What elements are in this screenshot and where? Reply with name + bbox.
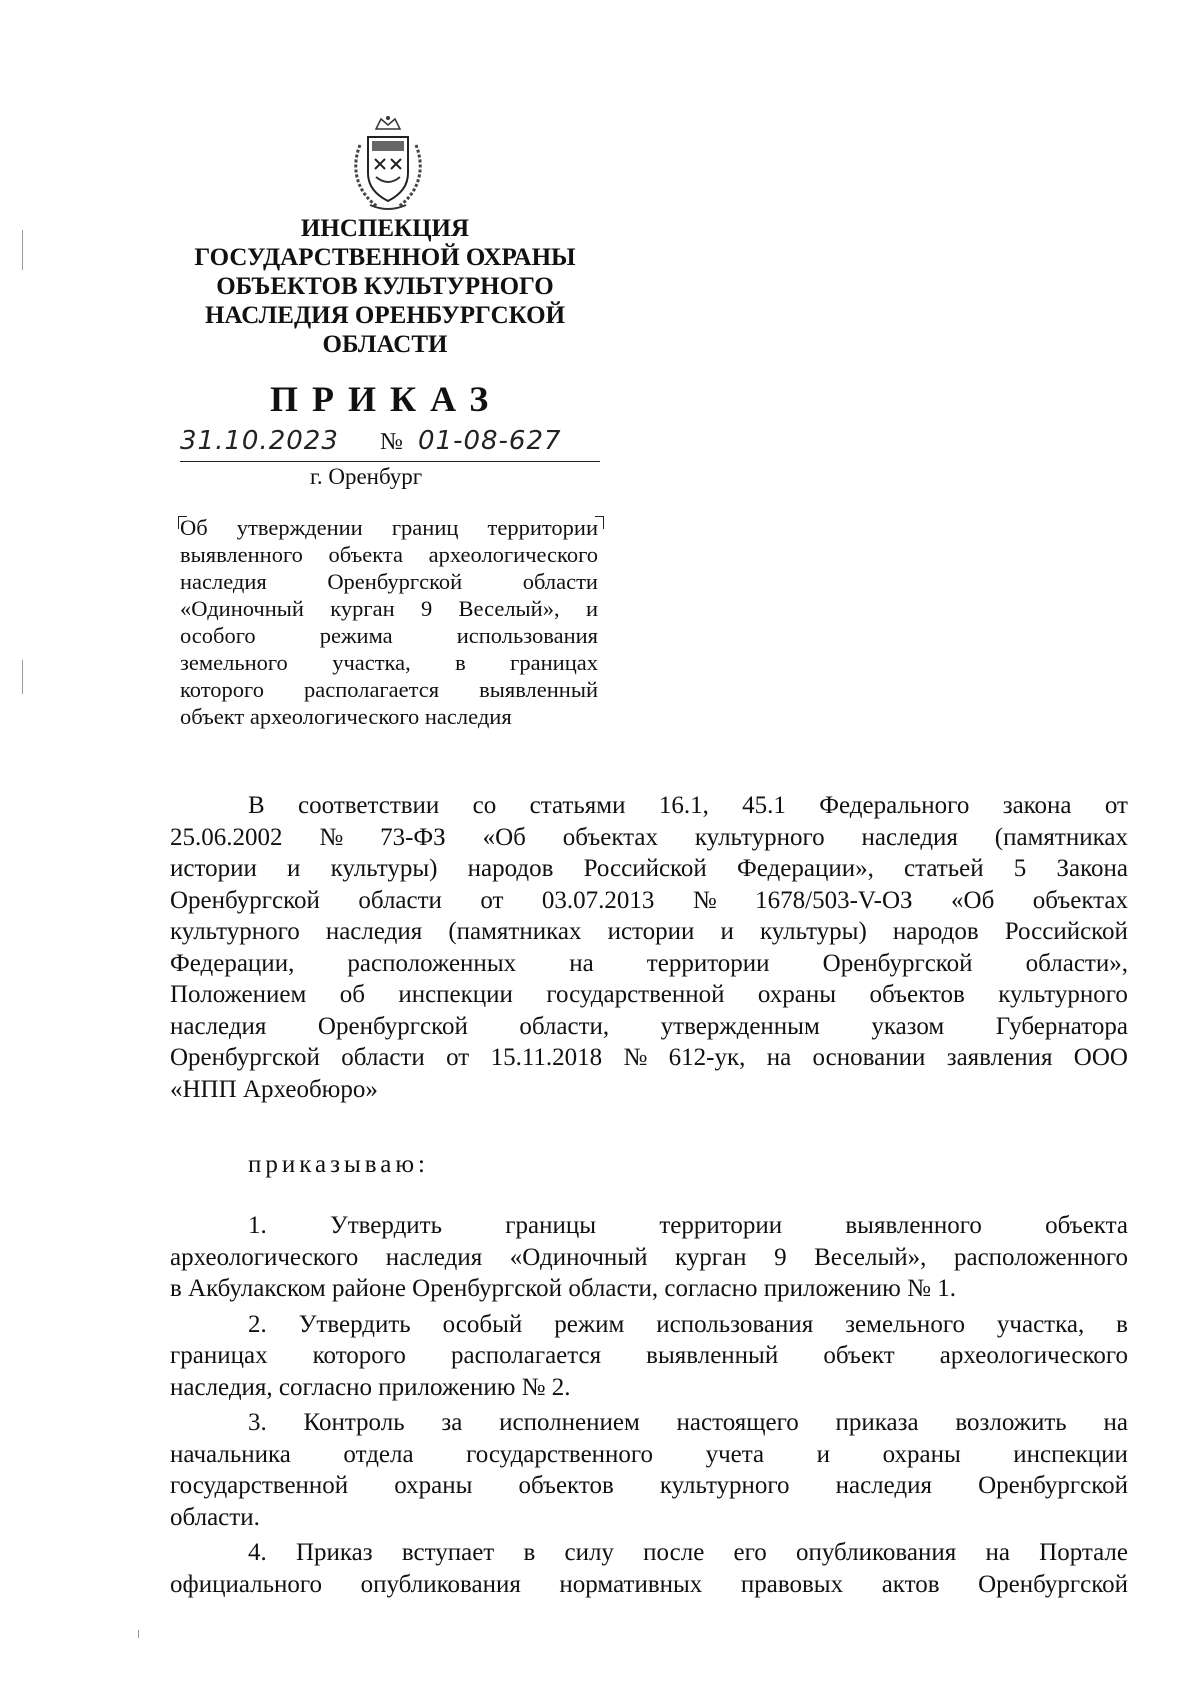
word: нормативных bbox=[559, 1570, 703, 1598]
word: использования bbox=[656, 1310, 814, 1338]
word: за bbox=[441, 1409, 463, 1436]
preamble-line bbox=[170, 790, 1128, 822]
word: официального bbox=[170, 1570, 323, 1598]
word: 1678/503-V-ОЗ bbox=[755, 886, 913, 914]
word: учета bbox=[705, 1440, 765, 1468]
word: охраны bbox=[757, 981, 837, 1008]
word: «Об bbox=[482, 823, 526, 851]
word: от bbox=[480, 886, 504, 914]
scan-mark bbox=[138, 1630, 139, 1638]
word: от bbox=[1104, 792, 1128, 819]
word: которого bbox=[180, 677, 264, 702]
word: наследия bbox=[385, 1243, 483, 1271]
word: «Одиночный bbox=[509, 1243, 648, 1271]
word: Закона bbox=[1056, 855, 1128, 882]
word: Федерации, bbox=[170, 949, 295, 977]
word: 9 bbox=[774, 1243, 787, 1271]
item-line bbox=[170, 1340, 1128, 1372]
word: 15.11.2018 bbox=[490, 1044, 603, 1071]
line-text: объект археологического наследия bbox=[180, 704, 512, 729]
word: Приказ bbox=[295, 1539, 373, 1566]
word: границах bbox=[170, 1342, 268, 1369]
word: 612-ук, bbox=[668, 1044, 746, 1071]
word: Федерации», bbox=[737, 855, 874, 882]
org-line: ГОСУДАРСТВЕННОЙ ОХРАНЫ bbox=[194, 244, 576, 271]
word: культурного bbox=[659, 1472, 790, 1499]
date-handwritten: 31.10.2023 bbox=[180, 426, 339, 456]
item-line bbox=[170, 1407, 1128, 1439]
item-line bbox=[170, 1502, 1128, 1534]
word: области bbox=[358, 886, 442, 914]
word: (памятниках bbox=[448, 918, 582, 945]
preamble-line bbox=[170, 853, 1128, 885]
word: основании bbox=[812, 1044, 926, 1071]
word: вступает bbox=[401, 1539, 495, 1566]
word: его bbox=[733, 1539, 767, 1566]
word: опубликования bbox=[360, 1570, 521, 1598]
word: наследия bbox=[861, 823, 958, 851]
word: культурного bbox=[998, 981, 1128, 1008]
preamble-line bbox=[170, 1074, 1128, 1106]
word: Оренбургской bbox=[317, 1012, 468, 1040]
item-line bbox=[170, 1439, 1128, 1471]
word: 73-ФЗ bbox=[380, 823, 446, 851]
word: на bbox=[569, 949, 594, 977]
subject-line bbox=[180, 676, 598, 703]
item-line bbox=[170, 1372, 1128, 1404]
word: соответствии bbox=[298, 792, 440, 819]
word: 16.1, bbox=[658, 792, 709, 819]
scan-mark bbox=[22, 660, 23, 694]
line-text: в Акбулакском районе Оренбургской области, согласно приложению № 1. bbox=[170, 1275, 956, 1302]
item-line bbox=[170, 1273, 1128, 1305]
word: территории bbox=[487, 515, 598, 540]
word: культурного bbox=[694, 823, 825, 851]
word: Утвердить bbox=[330, 1212, 442, 1239]
word: охраны bbox=[394, 1472, 473, 1499]
word: археологического bbox=[428, 542, 598, 567]
word: области bbox=[522, 569, 598, 594]
preamble-line bbox=[170, 916, 1128, 948]
word: Федерального bbox=[819, 792, 970, 819]
date-number-line bbox=[180, 426, 600, 462]
word: 03.07.2013 bbox=[541, 886, 655, 914]
subject-line bbox=[180, 595, 598, 622]
word: границах bbox=[510, 650, 598, 675]
preamble-line bbox=[170, 1042, 1128, 1074]
org-line: ОБЪЕКТОВ КУЛЬТУРНОГО bbox=[216, 273, 554, 300]
word: № bbox=[319, 823, 344, 851]
word: границы bbox=[505, 1212, 597, 1239]
item-line bbox=[170, 1470, 1128, 1502]
word: режим bbox=[554, 1310, 625, 1338]
line-text: области. bbox=[170, 1503, 260, 1531]
word: опубликования bbox=[796, 1539, 957, 1566]
line-text: «НПП Археобюро» bbox=[170, 1075, 378, 1103]
word: закона bbox=[1002, 792, 1072, 819]
word: участка, bbox=[332, 650, 411, 675]
organization-header bbox=[180, 214, 590, 359]
word: заявления bbox=[946, 1044, 1053, 1071]
document-title: ПРИКАЗ bbox=[270, 379, 503, 419]
word: истории bbox=[607, 918, 695, 945]
word: и bbox=[287, 855, 301, 882]
word: объектов bbox=[869, 981, 965, 1008]
word: государственной bbox=[170, 1472, 349, 1499]
item-line bbox=[170, 1569, 1128, 1601]
word: культуры) bbox=[759, 918, 867, 945]
word: располагается bbox=[304, 677, 440, 702]
word: 1. bbox=[248, 1212, 267, 1239]
scan-mark bbox=[22, 230, 23, 270]
preamble-line bbox=[170, 822, 1128, 854]
word: статьями bbox=[529, 792, 626, 819]
word: «Одиночный bbox=[180, 596, 304, 621]
word: возложить bbox=[955, 1409, 1067, 1436]
word: области bbox=[341, 1044, 425, 1071]
word: Оренбургской bbox=[978, 1472, 1128, 1499]
word: № bbox=[623, 1044, 648, 1071]
word: Оренбургской bbox=[170, 1044, 320, 1071]
word: 25.06.2002 bbox=[170, 823, 283, 851]
order-items bbox=[170, 1210, 1128, 1600]
subject-line bbox=[180, 514, 598, 541]
word: территории bbox=[659, 1212, 783, 1239]
word: 45.1 bbox=[742, 792, 786, 819]
word: силу bbox=[564, 1539, 614, 1566]
word: настоящего bbox=[676, 1409, 799, 1436]
word: наследия bbox=[180, 569, 267, 594]
word: археологического bbox=[170, 1243, 359, 1271]
word: наследия bbox=[835, 1472, 933, 1499]
preamble-line bbox=[170, 885, 1128, 917]
preamble-line bbox=[170, 948, 1128, 980]
subject-line bbox=[180, 703, 598, 730]
word: расположенного bbox=[953, 1243, 1128, 1271]
word: выявленного bbox=[180, 542, 303, 567]
word: об bbox=[339, 981, 365, 1008]
word: в bbox=[1116, 1310, 1128, 1338]
word: Российской bbox=[583, 855, 707, 882]
word: в bbox=[455, 650, 466, 675]
word: и bbox=[816, 1440, 831, 1468]
order-item bbox=[170, 1407, 1128, 1533]
city-label: г. Оренбург bbox=[310, 464, 423, 489]
word: народов bbox=[467, 855, 554, 882]
word: особый bbox=[442, 1310, 523, 1338]
preamble-line bbox=[170, 979, 1128, 1011]
subject-line bbox=[180, 568, 598, 595]
word: земельного bbox=[845, 1310, 965, 1338]
word: народов bbox=[892, 918, 979, 945]
word: земельного bbox=[180, 650, 288, 675]
subject-line bbox=[180, 541, 598, 568]
word: после bbox=[643, 1539, 705, 1566]
coat-of-arms-emblem bbox=[348, 115, 428, 215]
item-line bbox=[170, 1210, 1128, 1242]
word: объекта bbox=[328, 542, 403, 567]
word: границ bbox=[391, 515, 459, 540]
word: объекта bbox=[1045, 1212, 1128, 1239]
word: В bbox=[248, 792, 265, 819]
item-line bbox=[170, 1537, 1128, 1569]
word: указом bbox=[871, 1012, 945, 1040]
word: в bbox=[523, 1539, 536, 1566]
word: истории bbox=[170, 855, 257, 882]
word: со bbox=[472, 792, 497, 819]
word: Контроль bbox=[303, 1409, 405, 1436]
word: 5 bbox=[1013, 855, 1027, 882]
word: наследия bbox=[325, 918, 423, 945]
word: объектах bbox=[562, 823, 659, 851]
word: выявленный bbox=[479, 677, 598, 702]
word: наследия bbox=[170, 1012, 267, 1040]
word: Российской bbox=[1004, 918, 1128, 945]
word: исполнением bbox=[499, 1409, 640, 1436]
word: № bbox=[692, 886, 717, 914]
word: объектов bbox=[518, 1472, 614, 1499]
word: культуры) bbox=[330, 855, 438, 882]
word: области», bbox=[1025, 949, 1128, 977]
word: на bbox=[1103, 1409, 1128, 1436]
subject-line bbox=[180, 622, 598, 649]
word: которого bbox=[312, 1342, 406, 1369]
word: инспекции bbox=[398, 981, 513, 1008]
word: утверждении bbox=[236, 515, 363, 540]
date-underline bbox=[180, 461, 600, 462]
word: статьей bbox=[904, 855, 984, 882]
order-item bbox=[170, 1210, 1128, 1305]
word: объект bbox=[823, 1342, 895, 1369]
word: охраны bbox=[882, 1440, 961, 1468]
word: области, bbox=[519, 1012, 610, 1040]
subject-block bbox=[180, 514, 598, 730]
word: территории bbox=[646, 949, 770, 977]
word: и bbox=[720, 918, 734, 945]
word: Оренбургской bbox=[978, 1570, 1128, 1598]
preamble-paragraph bbox=[170, 790, 1128, 1105]
word: правовых bbox=[740, 1570, 844, 1598]
word: ООО bbox=[1073, 1044, 1128, 1071]
word: режима bbox=[319, 623, 393, 648]
word: Утвердить bbox=[298, 1310, 411, 1338]
word: Об bbox=[180, 515, 208, 540]
word: начальника bbox=[170, 1440, 291, 1468]
item-line bbox=[170, 1309, 1128, 1341]
word: на bbox=[766, 1044, 792, 1071]
word: Веселый», bbox=[458, 596, 560, 621]
word: выявленный bbox=[646, 1342, 779, 1369]
order-item bbox=[170, 1309, 1128, 1404]
word: Губернатора bbox=[995, 1012, 1128, 1040]
word: выявленного bbox=[845, 1212, 982, 1239]
word: Оренбургской bbox=[327, 569, 463, 594]
preamble-line bbox=[170, 1011, 1128, 1043]
number-handwritten: 01-08-627 bbox=[418, 426, 562, 456]
word: Положением bbox=[170, 981, 307, 1008]
word: Портале bbox=[1039, 1539, 1128, 1566]
line-text: наследия, согласно приложению № 2. bbox=[170, 1373, 571, 1401]
number-label: № bbox=[380, 429, 403, 455]
item-line bbox=[170, 1242, 1128, 1274]
word: 4. bbox=[248, 1539, 267, 1566]
word: на bbox=[985, 1539, 1010, 1566]
word: инспекции bbox=[1013, 1440, 1128, 1468]
word: Веселый», bbox=[814, 1243, 927, 1271]
word: Оренбургской bbox=[822, 949, 973, 977]
word: «Об bbox=[951, 886, 995, 914]
word: 2. bbox=[248, 1310, 267, 1338]
word: и bbox=[585, 596, 598, 621]
word: 9 bbox=[420, 596, 433, 621]
org-line: ОБЛАСТИ bbox=[322, 331, 448, 358]
word: приказа bbox=[835, 1409, 919, 1436]
subject-bracket-left bbox=[178, 516, 187, 529]
word: культурного bbox=[170, 918, 300, 945]
word: курган bbox=[675, 1243, 747, 1271]
word: расположенных bbox=[347, 949, 517, 977]
word: государственного bbox=[466, 1440, 654, 1468]
subject-line bbox=[180, 649, 598, 676]
word: объектах bbox=[1032, 886, 1128, 914]
word: государственной bbox=[546, 981, 725, 1008]
subject-bracket-right bbox=[595, 516, 604, 529]
word: от bbox=[446, 1044, 470, 1071]
order-item bbox=[170, 1537, 1128, 1600]
word: (памятниках bbox=[994, 823, 1128, 851]
word: располагается bbox=[451, 1342, 602, 1369]
word: курган bbox=[330, 596, 395, 621]
order-word: приказываю: bbox=[248, 1151, 429, 1178]
word: Оренбургской bbox=[170, 886, 320, 914]
word: актов bbox=[881, 1570, 940, 1598]
word: отдела bbox=[343, 1440, 414, 1468]
word: особого bbox=[180, 623, 256, 648]
word: археологического bbox=[939, 1342, 1128, 1369]
org-line: ИНСПЕКЦИЯ bbox=[300, 215, 470, 242]
word: участка, bbox=[996, 1310, 1085, 1338]
word: утвержденным bbox=[660, 1012, 820, 1040]
org-line: НАСЛЕДИЯ ОРЕНБУРГСКОЙ bbox=[204, 302, 566, 329]
word: 3. bbox=[248, 1409, 267, 1436]
word: использования bbox=[456, 623, 598, 648]
